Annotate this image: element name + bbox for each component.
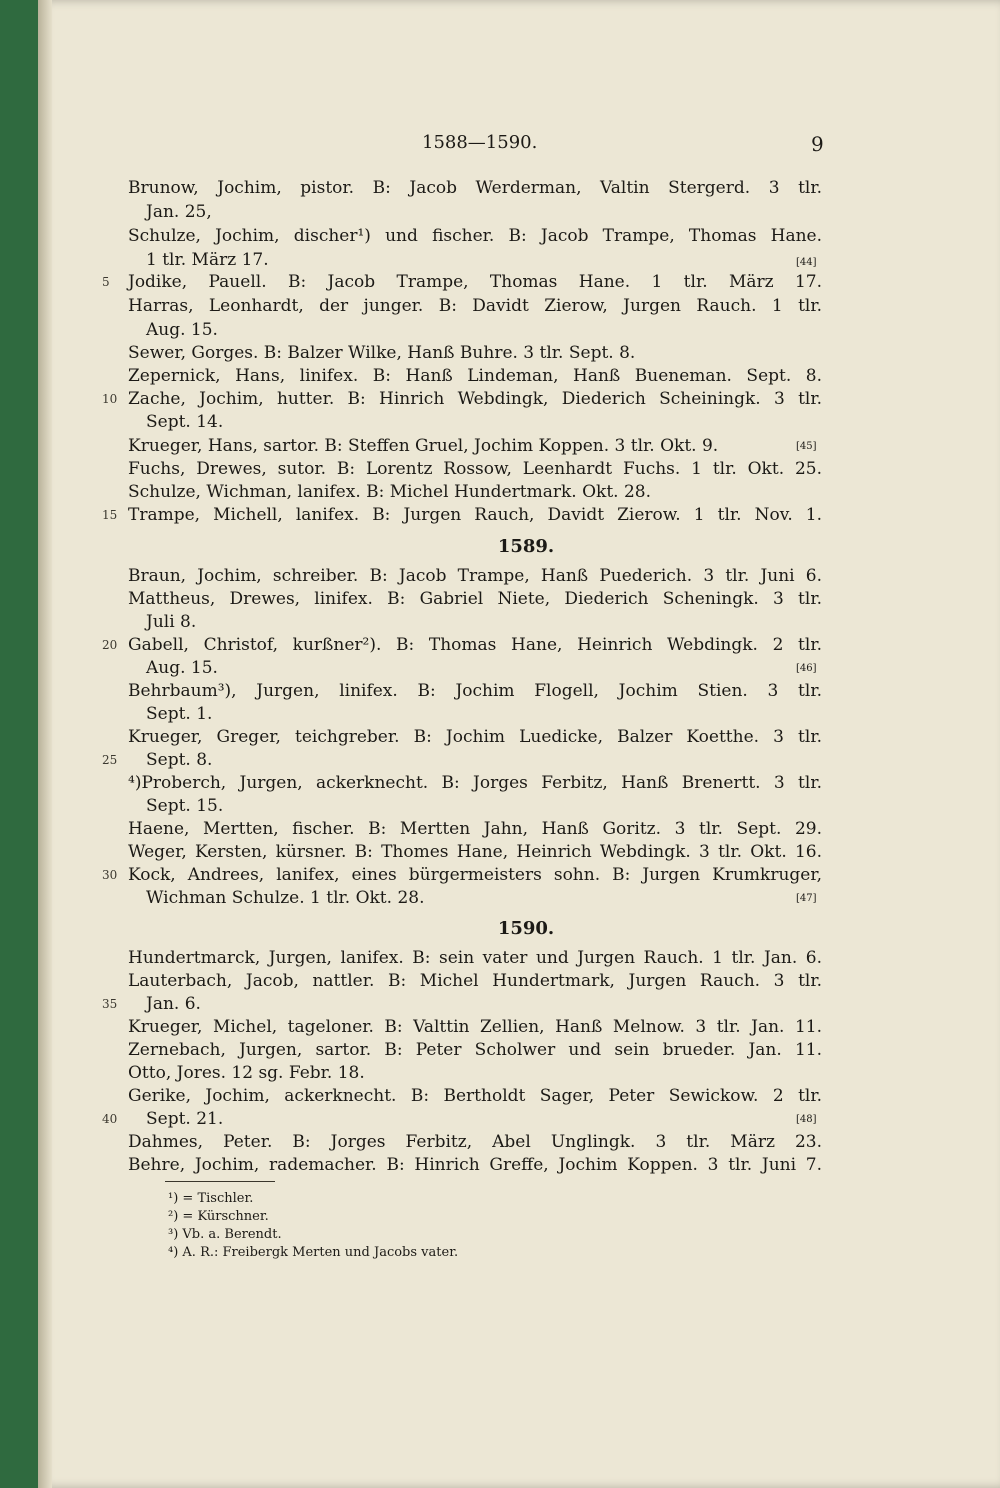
entry-line: Sept. 14. [146,412,224,432]
entry-line: Weger, Kersten, kürsner. B: Thomes Hane, Heinrich Webdingk. 3 tlr. Okt. 16. [128,842,822,862]
entry-line: Trampe, Michell, lanifex. B: Jurgen Rauch, Davidt Zierow. 1 tlr. Nov. 1. [128,505,822,525]
line-number: 5 [102,275,110,289]
entry-line: Krueger, Michel, tageloner. B: Valttin Zellien, Hanß Melnow. 3 tlr. Jan. 11. [128,1017,822,1037]
entry-line: Braun, Jochim, schreiber. B: Jacob Trampe, Hanß Puederich. 3 tlr. Juni 6. [128,566,822,586]
margin-reference: [45] [796,441,817,452]
footnote: ²) = Kürschner. [168,1209,269,1224]
entry-line: Zernebach, Jurgen, sartor. B: Peter Scholwer und sein brueder. Jan. 11. [128,1040,822,1060]
entry-line: Sept. 21. [146,1109,224,1129]
entry-line: Haene, Mertten, fischer. B: Mertten Jahn, Hanß Goritz. 3 tlr. Sept. 29. [128,819,822,839]
entry-line: Aug. 15. [146,658,218,678]
entry-line: Gabell, Christof, kurßner²). B: Thomas Hane, Heinrich Webdingk. 2 tlr. [128,635,822,655]
entry-line: Zache, Jochim, hutter. B: Hinrich Webdingk, Diederich Scheiningk. 3 tlr. [128,389,822,409]
footnote: ¹) = Tischler. [168,1191,254,1206]
line-number: 25 [102,753,118,767]
entry-line: ⁴)Proberch, Jurgen, ackerknecht. B: Jorges Ferbitz, Hanß Brenertt. 3 tlr. [128,773,822,793]
entry-line: Aug. 15. [146,320,218,340]
entry-line: Brunow, Jochim, pistor. B: Jacob Werderman, Valtin Stergerd. 3 tlr. [128,178,822,198]
margin-reference: [47] [796,893,817,904]
entry-line: Jodike, Pauell. B: Jacob Trampe, Thomas Hane. 1 tlr. März 17. [128,272,822,292]
entry-line: Krueger, Greger, teichgreber. B: Jochim Luedicke, Balzer Koetthe. 3 tlr. [128,727,822,747]
entry-line: Dahmes, Peter. B: Jorges Ferbitz, Abel Unglingk. 3 tlr. März 23. [128,1132,822,1152]
footnote: ³) Vb. a. Berendt. [168,1227,282,1242]
entry-line: 1 tlr. März 17. [146,250,269,270]
entry-line: Sept. 15. [146,796,224,816]
entry-line: Hundertmarck, Jurgen, lanifex. B: sein vater und Jurgen Rauch. 1 tlr. Jan. 6. [128,948,822,968]
footnote: ⁴) A. R.: Freibergk Merten und Jacobs vater. [168,1245,459,1260]
entry-line: Harras, Leonhardt, der junger. B: Davidt Zierow, Jurgen Rauch. 1 tlr. [128,296,822,316]
entry-line: Sept. 8. [146,750,213,770]
entry-line: Otto, Jores. 12 sg. Febr. 18. [128,1063,365,1083]
entry-line: Jan. 25, [146,202,212,222]
entry-line: Juli 8. [146,612,197,632]
page-number: 9 [811,132,824,156]
entry-line: Gerike, Jochim, ackerknecht. B: Bertholdt Sager, Peter Sewickow. 2 tlr. [128,1086,822,1106]
entry-line: Wichman Schulze. 1 tlr. Okt. 28. [146,888,425,908]
entry-line: Schulze, Wichman, lanifex. B: Michel Hundertmark. Okt. 28. [128,482,651,502]
entry-line: Fuchs, Drewes, sutor. B: Lorentz Rossow, Leenhardt Fuchs. 1 tlr. Okt. 25. [128,459,822,479]
entry-line: Mattheus, Drewes, linifex. B: Gabriel Niete, Diederich Scheningk. 3 tlr. [128,589,822,609]
entry-line: Jan. 6. [146,994,201,1014]
year-heading: 1590. [497,918,555,939]
margin-reference: [48] [796,1114,817,1125]
entry-line: Lauterbach, Jacob, nattler. B: Michel Hundertmark, Jurgen Rauch. 3 tlr. [128,971,822,991]
footnote-rule [165,1181,275,1182]
entry-line: Kock, Andrees, lanifex, eines bürgermeisters sohn. B: Jurgen Krumkruger, [128,865,822,885]
margin-reference: [44] [796,257,817,268]
entry-line: Sewer, Gorges. B: Balzer Wilke, Hanß Buhre. 3 tlr. Sept. 8. [128,343,636,363]
line-number: 10 [102,392,118,406]
year-heading: 1589. [497,536,555,557]
line-number: 35 [102,997,118,1011]
entry-line: Zepernick, Hans, linifex. B: Hanß Lindeman, Hanß Bueneman. Sept. 8. [128,366,822,386]
margin-reference: [46] [796,663,817,674]
entry-line: Krueger, Hans, sartor. B: Steffen Gruel, Jochim Koppen. 3 tlr. Okt. 9. [128,436,719,456]
entry-line: Schulze, Jochim, discher¹) und fischer. B: Jacob Trampe, Thomas Hane. [128,226,822,246]
line-number: 15 [102,508,118,522]
running-header: 1588—1590. [422,132,538,153]
line-number: 30 [102,868,118,882]
entry-line: Behre, Jochim, rademacher. B: Hinrich Greffe, Jochim Koppen. 3 tlr. Juni 7. [128,1155,822,1175]
line-number: 20 [102,638,118,652]
entry-line: Sept. 1. [146,704,213,724]
entry-line: Behrbaum³), Jurgen, linifex. B: Jochim Flogell, Jochim Stien. 3 tlr. [128,681,822,701]
line-number: 40 [102,1112,118,1126]
